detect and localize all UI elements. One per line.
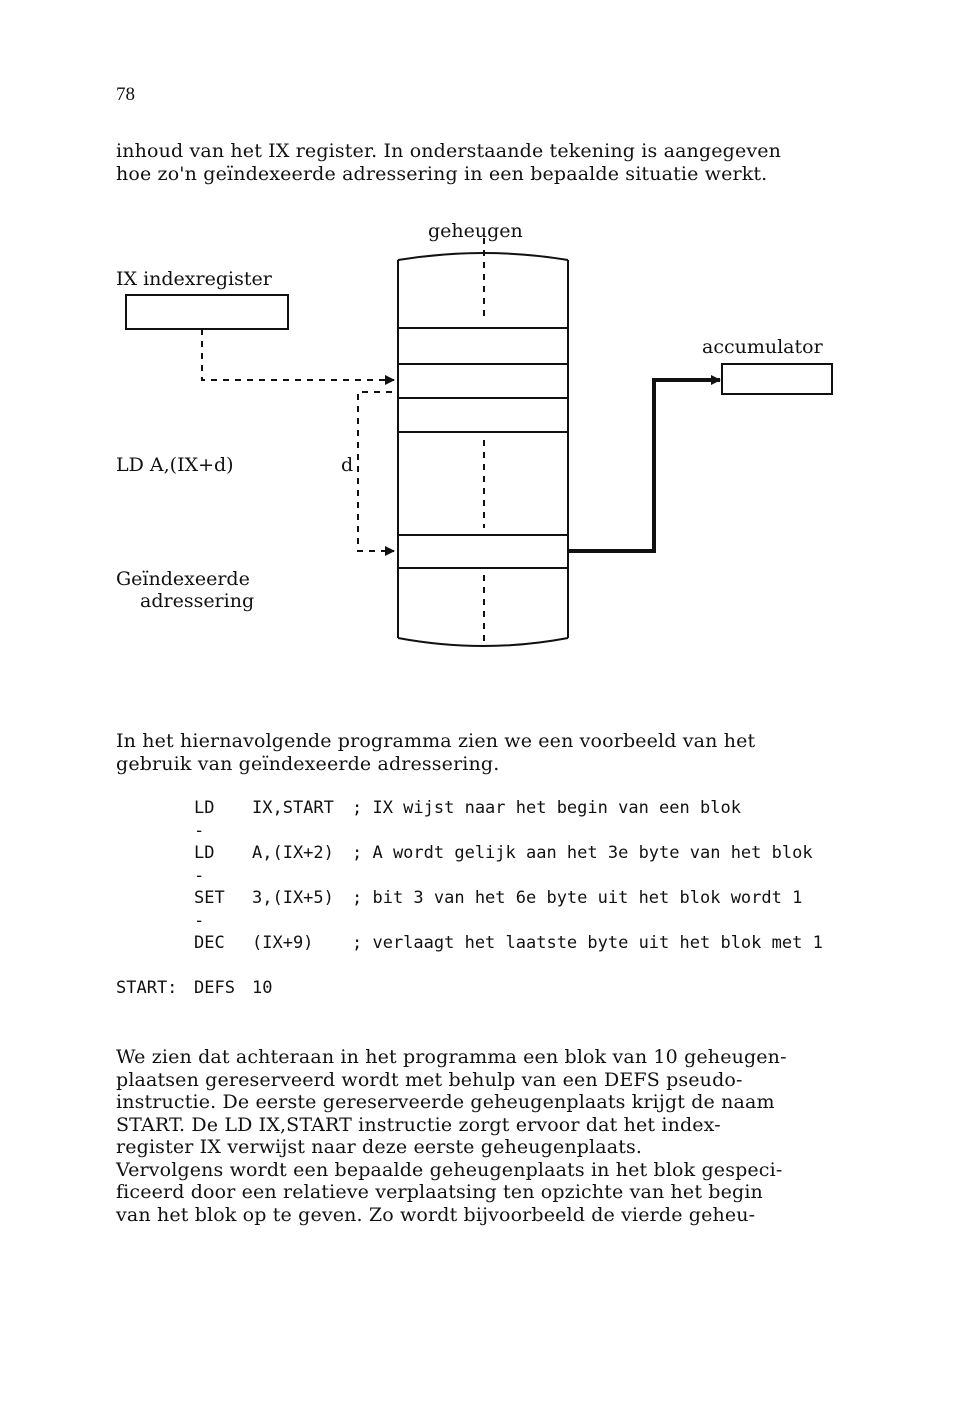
text-line: register IX verwijst naar deze eerste geheugenplaats. [116, 1136, 643, 1158]
code-comment: ; bit 3 van het 6e byte uit het blok wordt 1 [352, 888, 803, 908]
code-operand: (IX+9) [252, 933, 314, 953]
indexed-addressing-diagram [0, 0, 970, 700]
code-line [116, 842, 876, 865]
code-opcode: LD [194, 798, 215, 818]
example-intro-paragraph [116, 730, 861, 775]
code-opcode: LD [194, 843, 215, 863]
instruction-label: LD A,(IX+d) [116, 454, 234, 476]
text-line: ficeerd door een relatieve verplaatsing ten opzichte van het begin [116, 1181, 763, 1203]
text-line: In het hiernavolgende programma zien we een voorbeeld van het [116, 730, 756, 752]
load-arrow [568, 380, 720, 551]
accumulator-label: accumulator [702, 336, 823, 358]
text-line: inhoud van het IX register. In onderstaande tekening is aangegeven [116, 140, 782, 162]
code-comment: ; verlaagt het laatste byte uit het blok met 1 [352, 933, 823, 953]
code-dash [116, 955, 876, 978]
accumulator-box [722, 364, 832, 394]
code-line [116, 797, 876, 820]
code-comment: ; IX wijst naar het begin van een blok [352, 798, 741, 818]
code-opcode: SET [194, 888, 225, 908]
code-line [116, 932, 876, 955]
code-operand: IX,START [252, 798, 334, 818]
code-line [116, 887, 876, 910]
code-dash: - [194, 865, 205, 886]
code-opcode: DEFS [194, 978, 235, 998]
memory-column [398, 238, 568, 646]
indexed-addressing-label: adressering [140, 590, 255, 612]
offset-label: d [341, 454, 354, 476]
text-line: van het blok op te geven. Zo wordt bijvoorbeeld de vierde geheu- [116, 1203, 756, 1226]
ix-register-box [126, 295, 288, 329]
text-line: hoe zo'n geïndexeerde adressering in een bepaalde situatie werkt. [116, 162, 768, 185]
ix-pointer-arrow [202, 329, 394, 380]
memory-label: geheugen [428, 220, 523, 242]
program-listing [116, 797, 876, 1000]
code-operand: A,(IX+2) [252, 843, 334, 863]
code-label: START: [116, 978, 178, 998]
code-operand: 10 [252, 978, 273, 998]
text-line: plaatsen gereserveerd wordt met behulp van een DEFS pseudo- [116, 1068, 743, 1091]
ix-register-label: IX indexregister [116, 268, 272, 290]
explanation-paragraph [116, 1046, 861, 1226]
text-line: We zien dat achteraan in het programma een blok van 10 geheugen- [116, 1046, 787, 1068]
code-operand: 3,(IX+5) [252, 888, 334, 908]
code-comment: ; A wordt gelijk aan het 3e byte van het blok [352, 843, 813, 863]
code-line [116, 977, 876, 1000]
page-number: 78 [116, 84, 135, 105]
text-line: Vervolgens wordt een bepaalde geheugenplaats in het blok gespeci- [116, 1158, 783, 1181]
text-line: instructie. De eerste gereserveerde geheugenplaats krijgt de naam [116, 1091, 775, 1113]
code-opcode: DEC [194, 933, 225, 953]
indexed-addressing-label: Geïndexeerde [116, 568, 250, 590]
code-dash: - [194, 910, 205, 931]
text-line: START. De LD IX,START instructie zorgt ervoor dat het index- [116, 1113, 721, 1136]
text-line: gebruik van geïndexeerde adressering. [116, 752, 500, 775]
offset-arrow [358, 392, 394, 551]
code-dash: - [194, 820, 205, 841]
